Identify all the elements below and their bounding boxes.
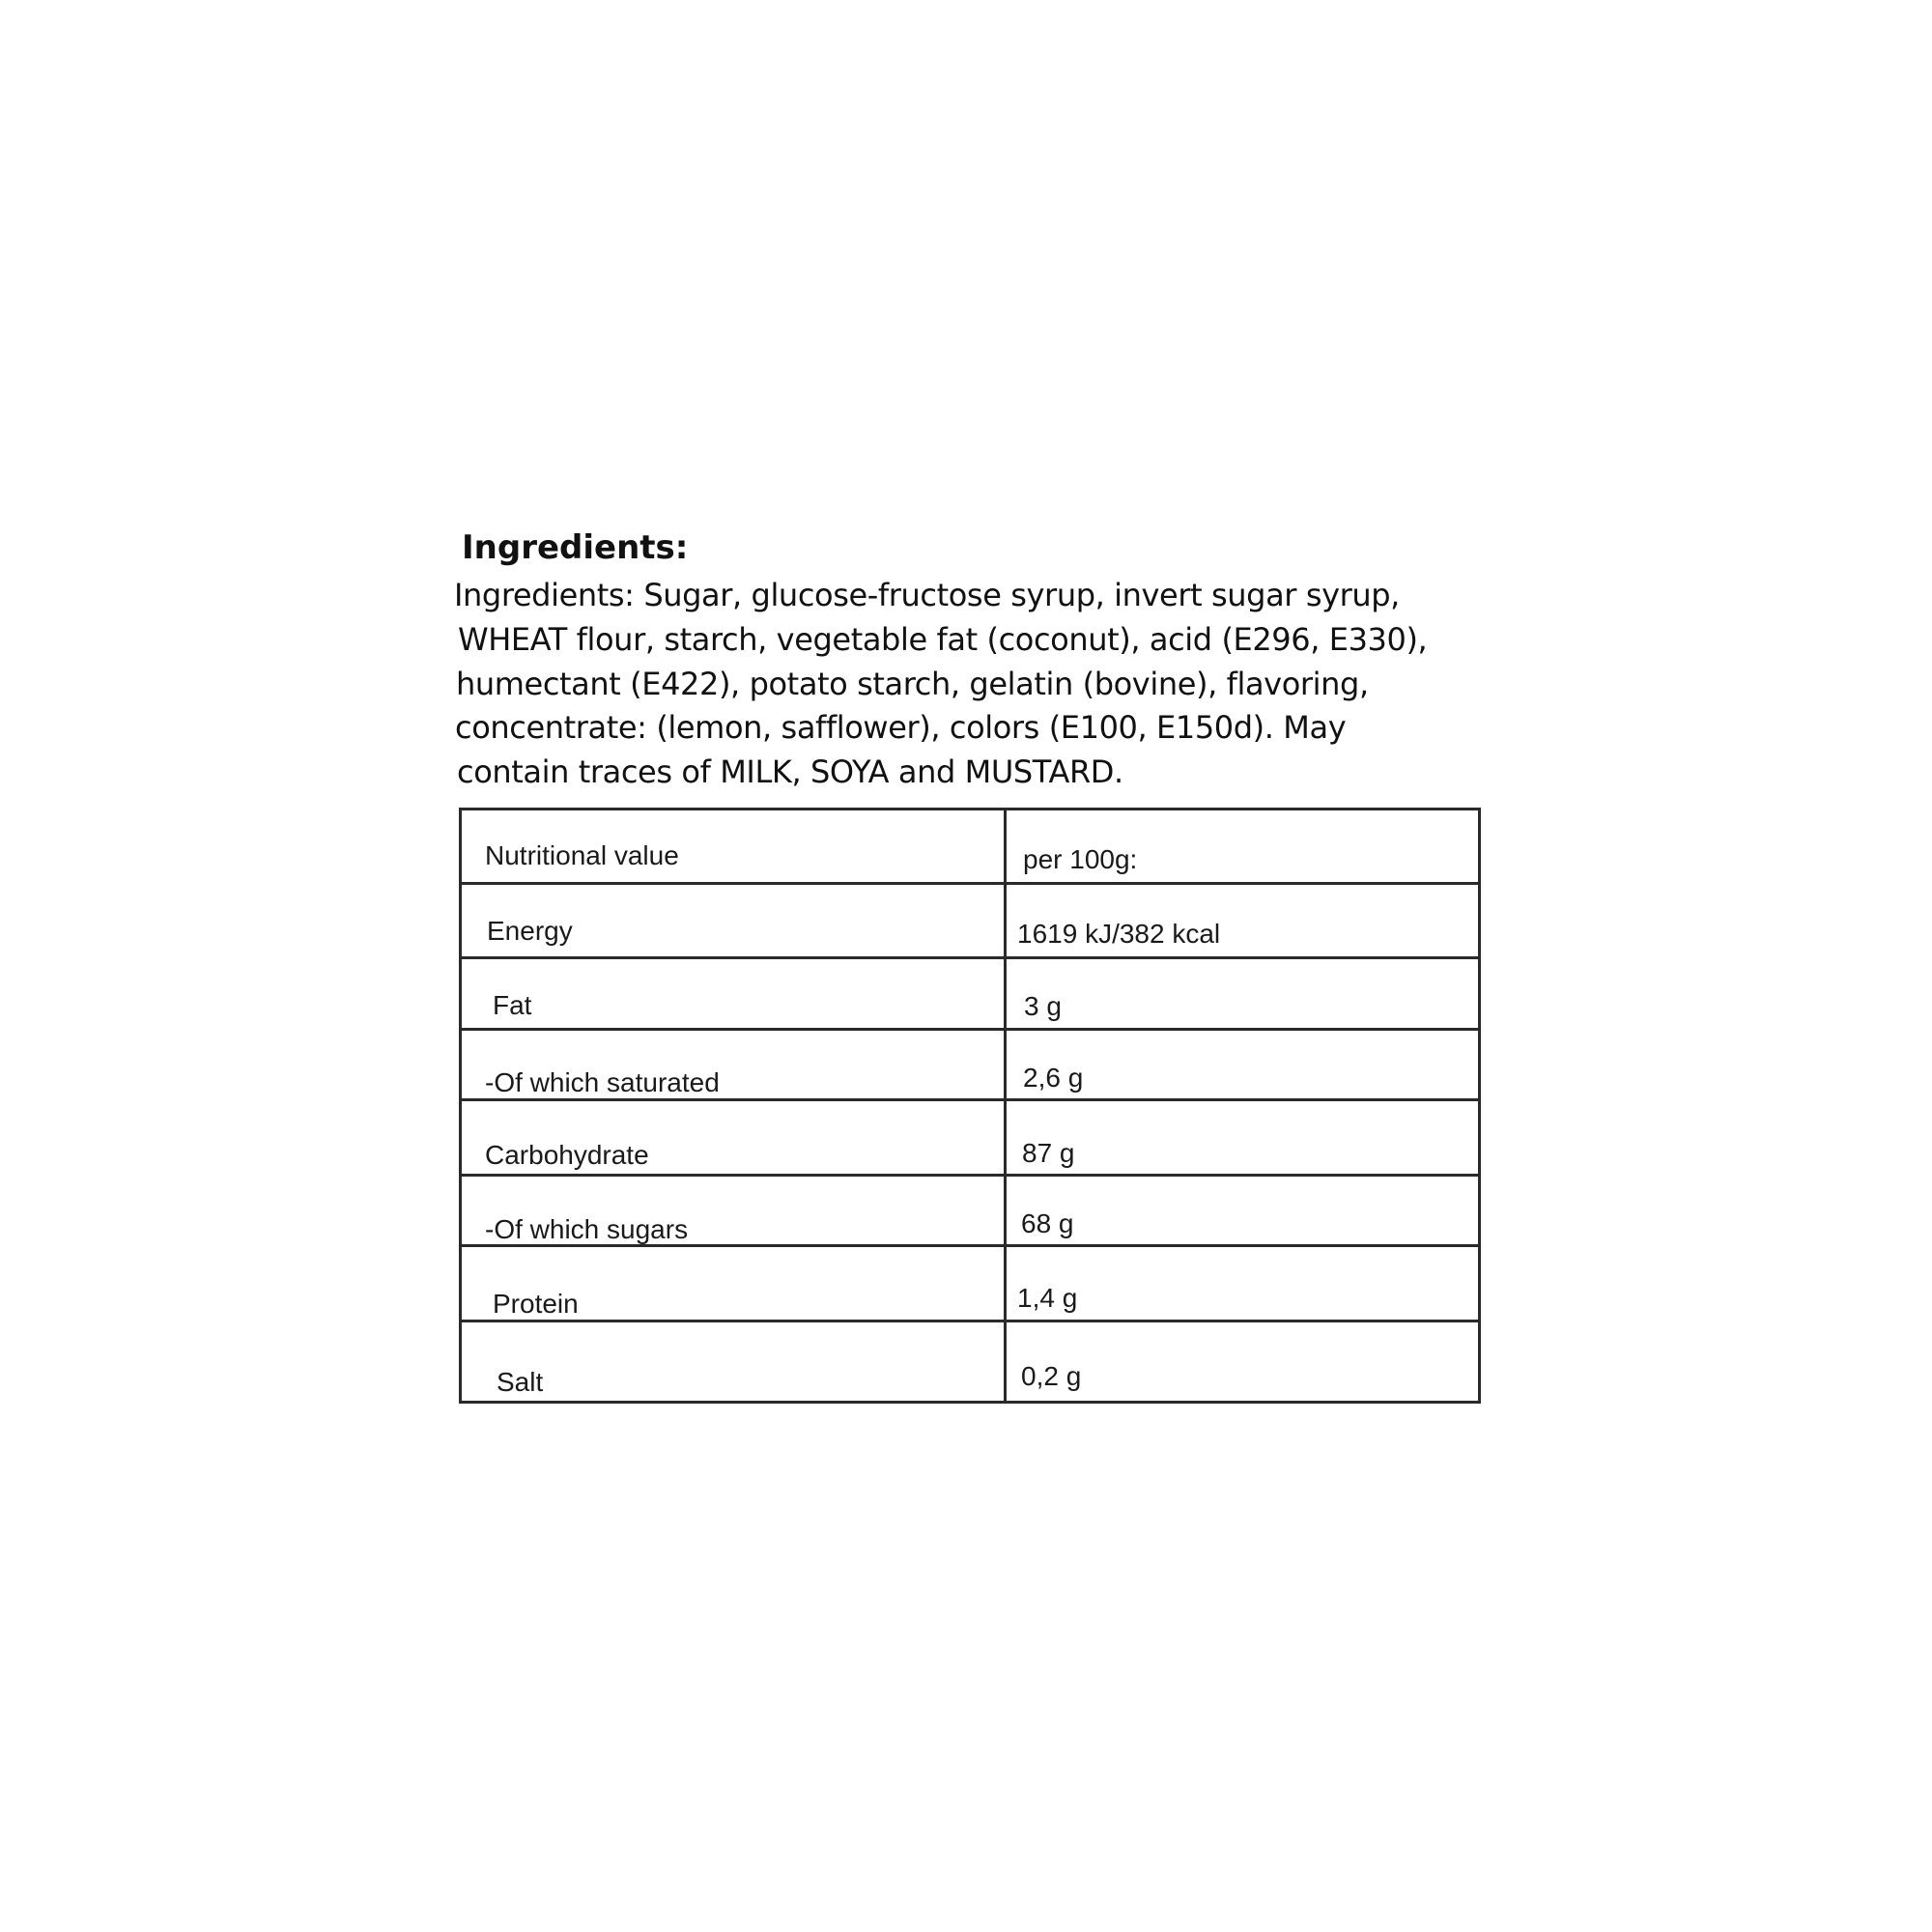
nutrient-value: 3 g [1024,991,1062,1021]
ingredients-line: WHEAT flour, starch, vegetable fat (coconut), acid (E296, E330), [458,621,1428,658]
ingredients-line: contain traces of MILK, SOYA and MUSTARD. [457,753,1123,790]
nutrient-label: Protein [493,1289,579,1319]
row-divider [462,1098,1478,1101]
nutrient-label: -Of which saturated [485,1067,720,1097]
nutrition-table [459,808,1481,1404]
nutrient-value: 68 g [1021,1208,1074,1238]
nutrient-value: 1,4 g [1017,1283,1078,1313]
column-divider [1004,810,1007,1401]
nutrient-value: 0,2 g [1021,1361,1082,1391]
row-divider [462,1320,1478,1322]
ingredients-line: concentrate: (lemon, safflower), colors (E100, E150d). May [455,709,1347,746]
row-divider [462,1028,1478,1031]
nutrient-label: Fat [493,990,532,1020]
ingredients-line: humectant (E422), potato starch, gelatin (bovine), flavoring, [456,666,1369,702]
nutrient-value: 87 g [1022,1138,1075,1168]
nutrient-label: Salt [497,1367,544,1397]
ingredients-heading: Ingredients: [462,528,689,567]
nutrient-value: 2,6 g [1023,1063,1084,1093]
nutrient-label: -Of which sugars [485,1214,689,1244]
nutrient-label: Energy [487,916,573,946]
nutrient-value: 1619 kJ/382 kcal [1017,919,1221,949]
row-divider [462,882,1478,885]
row-divider [462,956,1478,959]
ingredients-line: Ingredients: Sugar, glucose-fructose syrup, invert sugar syrup, [454,577,1400,613]
row-divider [462,1174,1478,1177]
nutrient-value: per 100g: [1023,844,1138,874]
nutrient-label: Nutritional value [485,840,679,870]
nutrient-label: Carbohydrate [485,1140,649,1170]
